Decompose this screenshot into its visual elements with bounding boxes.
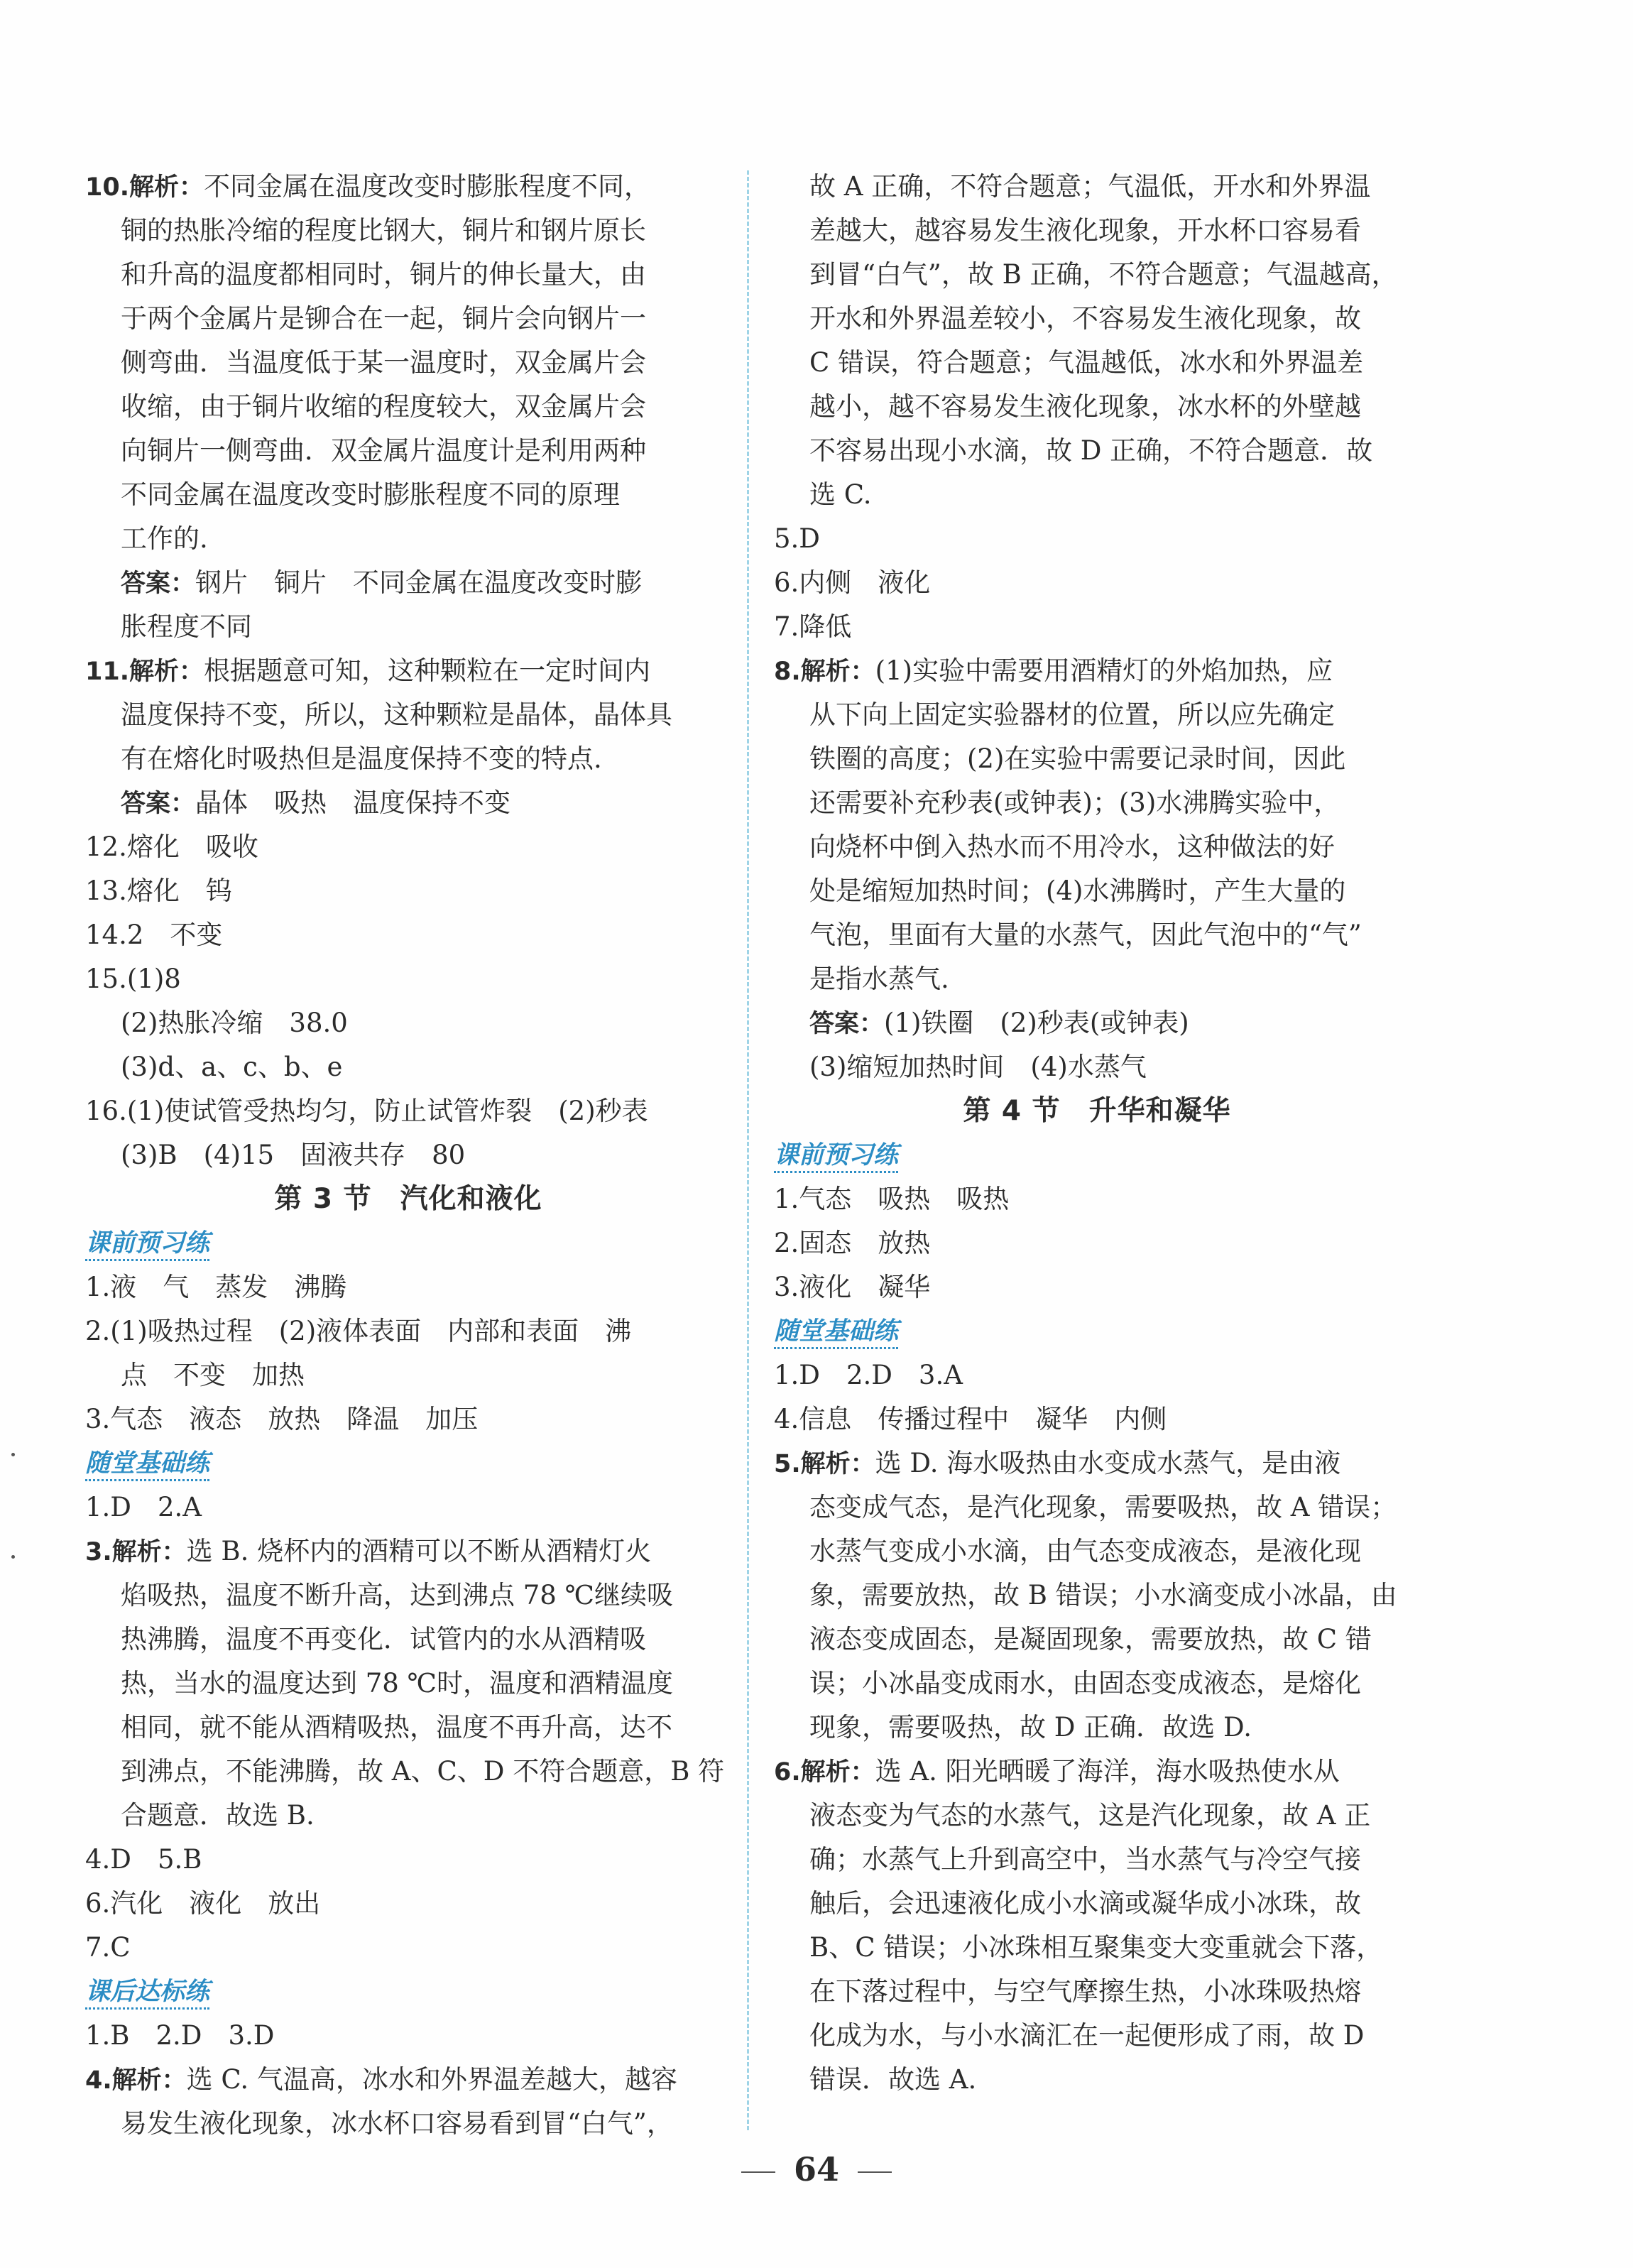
right-column <box>774 165 1420 2102</box>
subsection-heading <box>85 1221 731 1265</box>
text-line <box>85 209 731 253</box>
line-text: 不同金属在温度改变时膨胀程度不同的原理 <box>121 479 620 510</box>
line-text: (3)缩短加热时间 (4)水蒸气 <box>809 1052 1147 1082</box>
line-text: 温度保持不变，所以，这种颗粒是晶体，晶体具 <box>121 699 672 730</box>
line-text: 从下向上固定实验器材的位置，所以应先确定 <box>809 699 1335 730</box>
text-line <box>85 1133 731 1177</box>
text-line <box>85 1618 731 1662</box>
text-line <box>85 385 731 429</box>
text-line <box>774 1353 1420 1397</box>
text-line <box>85 1353 731 1397</box>
line-text: 6.内侧 液化 <box>774 567 931 598</box>
line-text: 钢片 铜片 不同金属在温度改变时膨 <box>195 567 643 598</box>
footer-dash-right <box>858 2171 892 2173</box>
line-text: 晶体 吸热 温度保持不变 <box>195 787 511 818</box>
line-text: 选 C. 气温高，冰水和外界温差越大，越容 <box>186 2064 677 2095</box>
text-line <box>774 341 1420 385</box>
answer-label: 3.解析： <box>85 1538 187 1566</box>
page-number: 64 <box>793 2150 839 2188</box>
page-footer <box>0 2150 1633 2188</box>
text-line <box>85 1265 731 1309</box>
line-text: 确；水蒸气上升到高空中，当水蒸气与冷空气接 <box>809 1844 1361 1875</box>
line-text: 不同金属在温度改变时膨胀程度不同， <box>204 171 651 202</box>
answer-label: 4.解析： <box>85 2066 187 2095</box>
subsection-heading <box>774 1133 1420 1177</box>
subsection-label: 课前预习练 <box>85 1229 209 1261</box>
line-text: 相同，就不能从酒精吸热，温度不再升高，达不 <box>121 1712 672 1743</box>
line-text: 点 不变 加热 <box>121 1360 305 1390</box>
line-text: 是指水蒸气. <box>809 964 949 994</box>
text-line <box>774 1177 1420 1221</box>
text-line <box>85 2014 731 2058</box>
line-text: (1)实验中需要用酒精灯的外焰加热，应 <box>875 655 1333 686</box>
text-line <box>774 429 1420 473</box>
text-line <box>85 341 731 385</box>
text-line <box>774 649 1420 693</box>
line-text: (2)热胀冷缩 38.0 <box>121 1008 348 1038</box>
text-line <box>774 209 1420 253</box>
text-line <box>85 561 731 605</box>
answer-label: 8.解析： <box>774 658 875 686</box>
text-line <box>774 1221 1420 1265</box>
subsection-label: 课后达标练 <box>85 1978 209 2010</box>
line-text: 1.B 2.D 3.D <box>85 2020 275 2051</box>
text-line <box>774 1970 1420 2014</box>
text-line <box>774 1045 1420 1089</box>
subsection-heading <box>774 1309 1420 1353</box>
subsection-label: 随堂基础练 <box>85 1449 209 1481</box>
subsection-heading <box>85 1970 731 2014</box>
line-text: 3.气态 液态 放热 降温 加压 <box>85 1404 479 1434</box>
text-line <box>85 165 731 209</box>
line-text: 开水和外界温差较小，不容易发生液化现象，故 <box>809 303 1361 334</box>
line-text: 工作的. <box>121 523 208 554</box>
answer-label: 答案： <box>121 790 196 818</box>
text-line <box>85 517 731 561</box>
text-line <box>774 781 1420 825</box>
line-text: 4.D 5.B <box>85 1844 202 1875</box>
line-text: 易发生液化现象，冰水杯口容易看到冒“白气”， <box>121 2108 673 2139</box>
footer-dash-left <box>741 2171 775 2173</box>
line-text: 1.D 2.D 3.A <box>774 1360 963 1390</box>
answer-label: 5.解析： <box>774 1450 875 1478</box>
line-text: 选 B. 烧杯内的酒精可以不断从酒精灯火 <box>186 1536 652 1566</box>
left-column <box>85 165 731 2146</box>
text-line <box>774 1397 1420 1441</box>
text-line <box>85 605 731 649</box>
line-text: 错误．故选 A. <box>809 2064 977 2095</box>
line-text: 收缩，由于铜片收缩的程度较大，双金属片会 <box>121 391 646 422</box>
line-text: 处是缩短加热时间；(4)水沸腾时，产生大量的 <box>809 876 1346 906</box>
line-text: 7.C <box>85 1932 131 1963</box>
answer-label: 6.解析： <box>774 1758 875 1787</box>
text-line <box>774 1618 1420 1662</box>
line-text: 故 A 正确，不符合题意；气温低，开水和外界温 <box>809 171 1371 202</box>
text-line <box>85 1662 731 1706</box>
line-text: 选 C. <box>809 479 872 510</box>
answer-label: 答案： <box>121 569 196 598</box>
line-text: 6.汽化 液化 放出 <box>85 1888 321 1919</box>
line-text: 和升高的温度都相同时，铜片的伸长量大，由 <box>121 259 646 290</box>
text-line <box>85 1882 731 1926</box>
text-line <box>774 1706 1420 1750</box>
text-line <box>774 1750 1420 1794</box>
text-line <box>85 913 731 957</box>
text-line <box>85 297 731 341</box>
line-text: 有在熔化时吸热但是温度保持不变的特点. <box>121 743 602 774</box>
line-text: 气泡，里面有大量的水蒸气，因此气泡中的“气” <box>809 920 1362 950</box>
line-text: 于两个金属片是铆合在一起，铜片会向钢片一 <box>121 303 646 334</box>
text-line <box>85 1045 731 1089</box>
line-text: 根据题意可知，这种颗粒在一定时间内 <box>204 655 651 686</box>
line-text: 向铜片一侧弯曲．双金属片温度计是利用两种 <box>121 435 646 466</box>
text-line <box>85 1706 731 1750</box>
line-text: C 错误，符合题意；气温越低，冰水和外界温差 <box>809 347 1364 378</box>
text-line <box>85 737 731 781</box>
text-line <box>774 2014 1420 2058</box>
text-line <box>774 737 1420 781</box>
text-line <box>85 781 731 825</box>
text-line <box>774 825 1420 869</box>
text-line <box>85 1530 731 1574</box>
text-line <box>774 297 1420 341</box>
text-line <box>85 649 731 693</box>
line-text: 2.(1)吸热过程 (2)液体表面 内部和表面 沸 <box>85 1316 632 1346</box>
line-text: 7.降低 <box>774 611 852 642</box>
line-text: 焰吸热，温度不断升高，达到沸点 78 ℃继续吸 <box>121 1580 673 1610</box>
line-text: 液态变成固态，是凝固现象，需要放热，故 C 错 <box>809 1624 1372 1654</box>
line-text: 3.液化 凝华 <box>774 1272 931 1302</box>
line-text: 铁圈的高度；(2)在实验中需要记录时间，因此 <box>809 743 1346 774</box>
text-line <box>85 1838 731 1882</box>
text-line <box>85 825 731 869</box>
line-text: 热，当水的温度达到 78 ℃时，温度和酒精温度 <box>121 1668 673 1699</box>
text-line <box>774 1838 1420 1882</box>
text-line <box>774 1882 1420 1926</box>
line-text: (3)B (4)15 固液共存 80 <box>121 1140 466 1170</box>
line-text: 选 A. 阳光晒暖了海洋，海水吸热使水从 <box>875 1756 1340 1787</box>
line-text: (3)d、a、c、b、e <box>121 1052 343 1082</box>
scan-mark <box>11 1453 15 1456</box>
text-line <box>85 1574 731 1618</box>
line-text: 15.(1)8 <box>85 964 181 994</box>
line-text: 选 D. 海水吸热由水变成水蒸气，是由液 <box>875 1448 1341 1478</box>
text-line <box>774 913 1420 957</box>
text-line <box>85 2058 731 2102</box>
line-text: 还需要补充秒表(或钟表)；(3)水沸腾实验中， <box>809 787 1340 818</box>
text-line <box>85 1001 731 1045</box>
text-line <box>85 1089 731 1133</box>
text-line <box>85 1926 731 1970</box>
section-heading: 第 4 节 升华和凝华 <box>963 1095 1231 1127</box>
text-line <box>774 1001 1420 1045</box>
text-line <box>85 957 731 1001</box>
text-line <box>774 165 1420 209</box>
text-line <box>85 1485 731 1530</box>
line-text: 象，需要放热，故 B 错误；小水滴变成小冰晶，由 <box>809 1580 1397 1610</box>
line-text: 13.熔化 钨 <box>85 876 232 906</box>
answer-label: 答案： <box>809 1010 885 1038</box>
text-line <box>774 385 1420 429</box>
text-line <box>774 1794 1420 1838</box>
line-text: 到冒“白气”，故 B 正确，不符合题意；气温越高， <box>809 259 1398 290</box>
line-text: 不容易出现小水滴，故 D 正确，不符合题意．故 <box>809 435 1373 466</box>
line-text: 现象，需要吸热，故 D 正确．故选 D. <box>809 1712 1252 1743</box>
line-text: 水蒸气变成小水滴，由气态变成液态，是液化现 <box>809 1536 1361 1566</box>
text-line <box>774 1441 1420 1485</box>
text-line <box>85 473 731 517</box>
line-text: 到沸点，不能沸腾，故 A、C、D 不符合题意，B 符 <box>121 1756 725 1787</box>
line-text: 铜的热胀冷缩的程度比钢大，铜片和钢片原长 <box>121 215 646 246</box>
line-text: 态变成气态，是汽化现象，需要吸热，故 A 错误； <box>809 1492 1397 1522</box>
line-text: 4.信息 传播过程中 凝华 内侧 <box>774 1404 1167 1434</box>
text-line <box>85 2102 731 2146</box>
line-text: B、C 错误；小冰珠相互聚集变大变重就会下落， <box>809 1932 1383 1963</box>
text-line <box>774 1926 1420 1970</box>
text-line <box>85 429 731 473</box>
line-text: 14.2 不变 <box>85 920 223 950</box>
text-line <box>85 693 731 737</box>
line-text: 热沸腾，温度不再变化．试管内的水从酒精吸 <box>121 1624 646 1654</box>
text-line <box>774 2058 1420 2102</box>
section-heading: 第 3 节 汽化和液化 <box>274 1183 542 1215</box>
subsection-label: 课前预习练 <box>774 1141 898 1173</box>
text-line <box>85 869 731 913</box>
line-text: 触后，会迅速液化成小水滴或凝华成小冰珠，故 <box>809 1888 1361 1919</box>
text-line <box>774 693 1420 737</box>
answer-label: 11.解析： <box>85 658 204 686</box>
line-text: 液态变为气态的水蒸气，这是汽化现象，故 A 正 <box>809 1800 1371 1831</box>
subsection-heading <box>85 1441 731 1485</box>
line-text: 向烧杯中倒入热水而不用冷水，这种做法的好 <box>809 832 1335 862</box>
line-text: 5.D <box>774 523 820 554</box>
line-text: 2.固态 放热 <box>774 1228 931 1258</box>
text-line <box>774 561 1420 605</box>
column-divider <box>747 170 749 2130</box>
text-line <box>774 1574 1420 1618</box>
line-text: 化成为水，与小水滴汇在一起便形成了雨，故 D <box>809 2020 1365 2051</box>
line-text: 1.液 气 蒸发 沸腾 <box>85 1272 347 1302</box>
line-text: 12.熔化 吸收 <box>85 832 258 862</box>
line-text: 越小，越不容易发生液化现象，冰水杯的外壁越 <box>809 391 1361 422</box>
line-text: 误；小冰晶变成雨水，由固态变成液态，是熔化 <box>809 1668 1361 1699</box>
line-text: 胀程度不同 <box>121 611 252 642</box>
answer-label: 10.解析： <box>85 173 204 202</box>
text-line <box>774 1265 1420 1309</box>
text-line <box>85 1794 731 1838</box>
text-line <box>774 1530 1420 1574</box>
line-text: 在下落过程中，与空气摩擦生热，小冰珠吸热熔 <box>809 1976 1361 2007</box>
line-text: 合题意．故选 B. <box>121 1800 315 1831</box>
text-line <box>774 869 1420 913</box>
text-line <box>85 1309 731 1353</box>
text-line <box>774 253 1420 297</box>
text-line <box>774 605 1420 649</box>
line-text: 16.(1)使试管受热均匀，防止试管炸裂 (2)秒表 <box>85 1096 648 1126</box>
text-line <box>774 473 1420 517</box>
text-line <box>85 253 731 297</box>
text-line <box>774 1485 1420 1530</box>
text-line <box>774 1662 1420 1706</box>
line-text: (1)铁圈 (2)秒表(或钟表) <box>884 1008 1189 1038</box>
line-text: 1.气态 吸热 吸热 <box>774 1184 1010 1214</box>
scan-mark <box>11 1555 15 1559</box>
line-text: 侧弯曲．当温度低于某一温度时，双金属片会 <box>121 347 646 378</box>
text-line <box>85 1397 731 1441</box>
text-line <box>85 1750 731 1794</box>
text-line <box>774 957 1420 1001</box>
line-text: 差越大，越容易发生液化现象，开水杯口容易看 <box>809 215 1361 246</box>
line-text: 1.D 2.A <box>85 1492 202 1522</box>
text-line <box>774 517 1420 561</box>
subsection-label: 随堂基础练 <box>774 1317 898 1349</box>
